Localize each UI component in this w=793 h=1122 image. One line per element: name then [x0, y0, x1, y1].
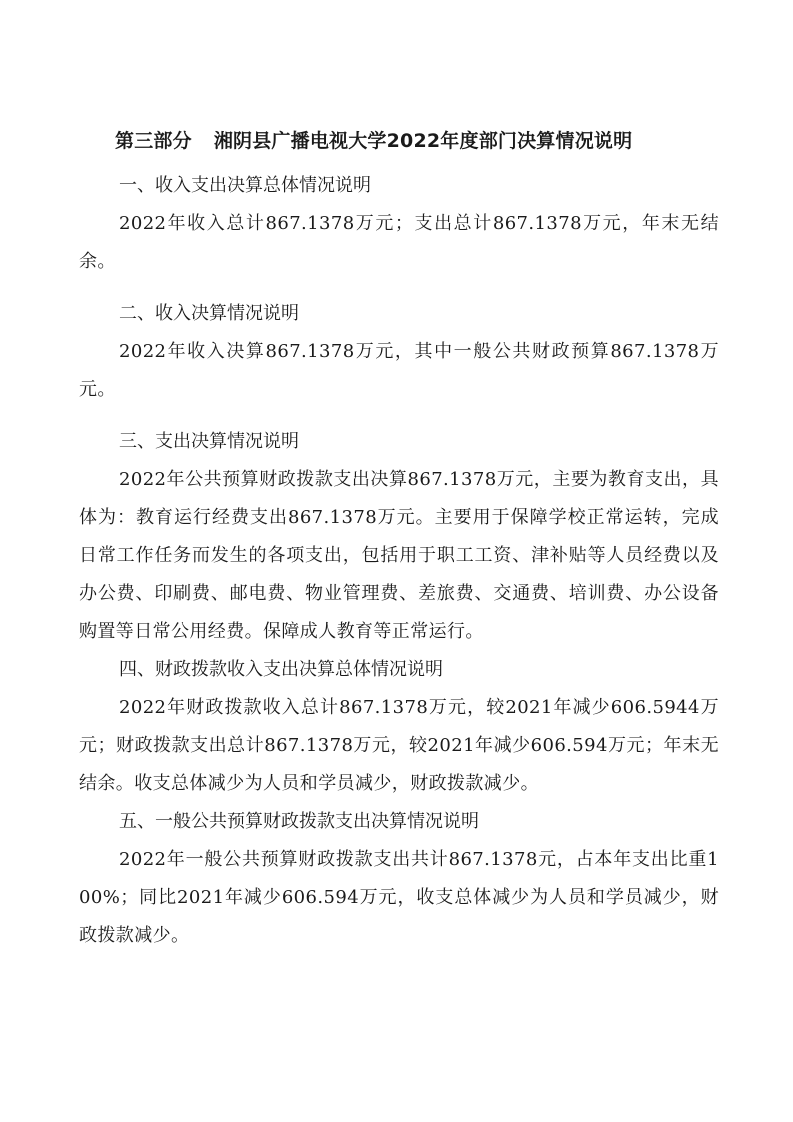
section-paragraph-3: 2022年公共预算财政拨款支出决算867.1378万元，主要为教育支出，具体为：教育运行经费支出867.1378万元。主要用于保障学校正常运转，完成日常工作任务而发生的各项支出，包括用于职工工资、津补贴等人员经费以及办公费、印刷费、邮电费、物业管理费、差旅费、交通费、培训费、办公设备购置等日常公用经费。保障成人教育等正常运行。 — [79, 469, 719, 642]
section-paragraph-2: 2022年收入决算867.1378万元，其中一般公共财政预算867.1378万元。 — [79, 341, 719, 400]
section-heading-5: 五、一般公共预算财政拨款支出决算情况说明 — [119, 811, 479, 832]
section-heading-1: 一、收入支出决算总体情况说明 — [119, 175, 371, 196]
section-heading-2: 二、收入决算情况说明 — [119, 303, 299, 324]
section-paragraph-4: 2022年财政拨款收入总计867.1378万元，较2021年减少606.5944万元；财政拨款支出总计867.1378万元，较2021年减少606.594万元；年末无结余。收支总体减少为人员和学员减少，财政拨款减少。 — [79, 697, 719, 794]
section-paragraph-5: 2022年一般公共预算财政拨款支出共计867.1378元，占本年支出比重100%；同比2021年减少606.594万元，收支总体减少为人员和学员减少，财政拨款减少。 — [79, 849, 719, 946]
document-body — [79, 167, 719, 955]
title-main: 湘阴县广播电视大学2022年度部门决算情况说明 — [213, 130, 633, 152]
section-heading-3: 三、支出决算情况说明 — [119, 431, 299, 452]
document-title — [115, 126, 755, 156]
section-paragraph-1: 2022年收入总计867.1378万元；支出总计867.1378万元，年末无结余。 — [79, 213, 719, 272]
section-heading-4: 四、财政拨款收入支出决算总体情况说明 — [119, 659, 443, 680]
title-part: 第三部分 — [115, 130, 192, 152]
